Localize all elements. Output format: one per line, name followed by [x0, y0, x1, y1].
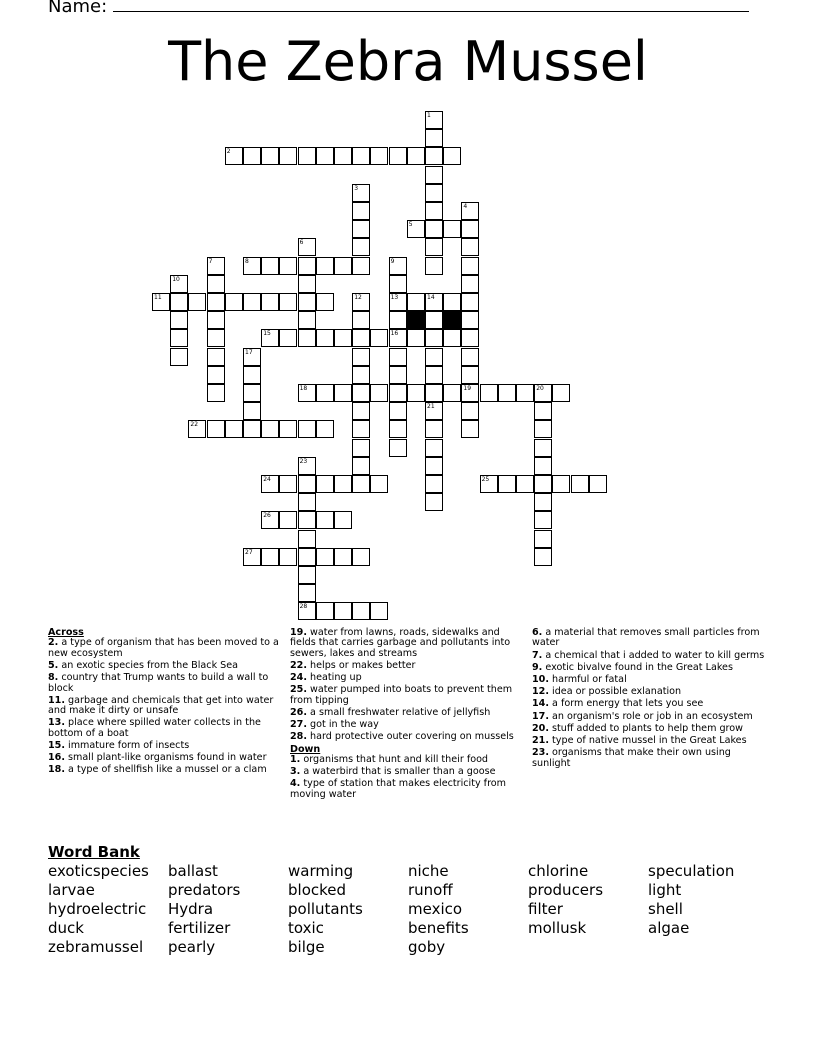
clue-number: 17	[245, 348, 253, 356]
grid-cell[interactable]	[279, 329, 297, 347]
word-bank-item: fertilizer	[168, 919, 231, 937]
grid-cell[interactable]	[352, 348, 370, 366]
grid-cell[interactable]	[188, 293, 206, 311]
grid-cell[interactable]	[534, 511, 552, 529]
grid-cell[interactable]	[552, 384, 570, 402]
grid-cell[interactable]	[461, 257, 479, 275]
clues-column-3	[532, 628, 768, 771]
clue-number: 12	[354, 294, 362, 301]
word-bank-item: hydroelectric	[48, 900, 147, 918]
grid-cell[interactable]	[480, 384, 498, 402]
grid-cell[interactable]	[389, 275, 407, 293]
clue-item: 6. a material that removes small particles from water	[532, 627, 760, 649]
grid-cell[interactable]	[461, 366, 479, 384]
clue-number: 9	[390, 257, 395, 265]
grid-cell[interactable]	[352, 257, 370, 275]
grid-cell[interactable]	[425, 366, 443, 384]
grid-cell[interactable]	[207, 420, 225, 438]
clue-item: 10. harmful or fatal	[532, 674, 627, 686]
grid-cell[interactable]	[534, 493, 552, 511]
clue-item: 8. country that Trump wants to build a wall to block	[48, 672, 269, 694]
grid-cell[interactable]	[334, 329, 352, 347]
grid-cell[interactable]	[534, 402, 552, 420]
clue-number: 14	[427, 294, 435, 301]
word-bank-item: toxic	[288, 919, 324, 937]
grid-cell[interactable]	[334, 475, 352, 493]
clue-item: 20. stuff added to plants to help them grow	[532, 722, 744, 734]
grid-cell[interactable]	[170, 348, 188, 366]
grid-cell[interactable]	[425, 220, 443, 238]
grid-cell[interactable]	[352, 147, 370, 165]
grid-cell[interactable]	[352, 602, 370, 620]
clue-number: 4	[463, 203, 468, 210]
grid-cell[interactable]	[552, 475, 570, 493]
grid-cell[interactable]	[516, 384, 534, 402]
clue-item: 9. exotic bivalve found in the Great Lakes	[532, 661, 733, 673]
clue-number: 19	[463, 385, 472, 392]
grid-cell[interactable]	[334, 147, 352, 165]
grid-cell[interactable]	[298, 420, 316, 438]
grid-cell[interactable]	[243, 293, 261, 311]
grid-cell[interactable]	[534, 457, 552, 475]
word-bank-item: speculation	[648, 862, 735, 880]
grid-cell[interactable]	[352, 202, 370, 220]
grid-cell[interactable]	[225, 420, 243, 438]
grid-cell[interactable]	[207, 384, 225, 402]
grid-cell[interactable]	[534, 548, 552, 566]
word-bank-item: blocked	[288, 881, 347, 899]
grid-cell[interactable]	[279, 147, 297, 165]
clue-number: 1	[427, 112, 431, 119]
grid-cell[interactable]	[389, 348, 407, 366]
grid-cell[interactable]	[461, 348, 479, 366]
clue-item: 14. a form energy that lets you see	[532, 698, 704, 710]
grid-cell[interactable]	[352, 402, 370, 420]
clue-number: 28	[299, 603, 308, 611]
word-bank-item: producers	[528, 881, 604, 899]
grid-cell[interactable]	[352, 366, 370, 384]
grid-cell[interactable]	[407, 293, 425, 311]
grid-cell[interactable]	[207, 348, 225, 366]
grid-cell[interactable]	[298, 275, 316, 293]
grid-cell[interactable]	[425, 311, 443, 329]
grid-cell[interactable]	[243, 402, 261, 420]
grid-cell[interactable]	[170, 311, 188, 329]
name-line[interactable]	[113, 0, 749, 12]
grid-cell[interactable]	[298, 548, 316, 566]
grid-cell[interactable]	[534, 530, 552, 548]
grid-cell[interactable]	[352, 439, 370, 457]
word-bank-item: Hydra	[168, 900, 214, 918]
clue-item: 3. a waterbird that is smaller than a goose	[290, 766, 496, 778]
grid-cell[interactable]	[279, 420, 297, 438]
clue-number: 8	[245, 257, 249, 265]
grid-cell[interactable]	[243, 147, 261, 165]
down-heading: Down	[290, 743, 321, 755]
clue-number: 2	[226, 148, 231, 156]
clue-item: 16. small plant-like organisms found in water	[48, 752, 267, 764]
word-bank-item: pollutants	[288, 900, 363, 918]
grid-cell[interactable]	[461, 402, 479, 420]
grid-cell[interactable]	[352, 329, 370, 347]
grid-cell[interactable]	[316, 329, 334, 347]
grid-cell[interactable]	[389, 384, 407, 402]
clue-number: 20	[536, 385, 544, 392]
grid-cell[interactable]	[516, 475, 534, 493]
clue-item: 15. immature form of insects	[48, 740, 190, 752]
grid-cell[interactable]	[279, 475, 297, 493]
clue-number: 26	[263, 512, 271, 520]
word-bank-item: algae	[648, 919, 690, 937]
grid-cell[interactable]	[298, 511, 316, 529]
grid-cell[interactable]	[243, 366, 261, 384]
word-bank-item: runoff	[408, 881, 453, 899]
grid-cell[interactable]	[425, 166, 443, 184]
word-bank-item: exoticspecies	[48, 862, 149, 880]
grid-cell[interactable]	[461, 329, 479, 347]
grid-cell[interactable]	[298, 257, 316, 275]
grid-cell[interactable]	[425, 129, 443, 147]
grid-cell[interactable]	[425, 475, 443, 493]
clue-number: 3	[354, 184, 359, 192]
clue-item: 28. hard protective outer covering on mussels	[290, 731, 514, 743]
grid-cell[interactable]	[389, 420, 407, 438]
word-bank-item: predators	[168, 881, 241, 899]
clue-item: 12. idea or possible exlanation	[532, 686, 682, 698]
grid-cell[interactable]	[279, 257, 297, 275]
grid-cell[interactable]	[261, 257, 279, 275]
grid-cell[interactable]	[425, 257, 443, 275]
grid-cell[interactable]	[425, 202, 443, 220]
clue-item: 1. organisms that hunt and kill their food	[290, 754, 489, 766]
name-label: Name:	[48, 0, 108, 17]
grid-cell[interactable]	[316, 147, 334, 165]
clue-number: 23	[299, 457, 308, 465]
grid-cell[interactable]	[170, 329, 188, 347]
clue-number: 6	[299, 239, 304, 247]
grid-cell[interactable]	[443, 147, 461, 165]
clue-number: 13	[390, 294, 399, 301]
clue-item: 5. an exotic species from the Black Sea	[48, 660, 239, 672]
word-bank-item: benefits	[408, 919, 469, 937]
clue-number: 16	[390, 330, 399, 338]
grid-cell[interactable]	[461, 420, 479, 438]
grid-cell[interactable]	[443, 384, 461, 402]
grid-cell[interactable]	[352, 475, 370, 493]
clue-number: 24	[263, 476, 271, 483]
name-field	[48, 0, 749, 17]
clue-number: 18	[299, 385, 308, 392]
word-bank	[48, 862, 768, 957]
grid-cell[interactable]	[207, 275, 225, 293]
word-bank-item: warming	[288, 862, 354, 880]
grid-cell[interactable]	[298, 493, 316, 511]
grid-cell[interactable]	[352, 420, 370, 438]
grid-cell[interactable]	[370, 475, 388, 493]
grid-cell[interactable]	[316, 602, 334, 620]
word-bank-item: shell	[648, 900, 683, 918]
across-heading: Across	[48, 627, 84, 638]
grid-cell[interactable]	[207, 366, 225, 384]
word-bank-item: pearly	[168, 938, 216, 956]
grid-cell[interactable]	[352, 311, 370, 329]
grid-cell[interactable]	[389, 311, 407, 329]
grid-cell[interactable]	[316, 384, 334, 402]
clue-number: 22	[190, 421, 199, 429]
word-bank-item: mollusk	[528, 919, 587, 937]
grid-cell[interactable]	[298, 566, 316, 584]
clue-item: 17. an organism's role or job in an ecosystem	[532, 710, 753, 722]
grid-cell[interactable]	[261, 548, 279, 566]
grid-cell[interactable]	[352, 548, 370, 566]
grid-cell[interactable]	[298, 475, 316, 493]
clue-item: 21. type of native mussel in the Great Lakes	[532, 735, 747, 747]
grid-cell[interactable]	[298, 147, 316, 165]
word-bank-title: Word Bank	[48, 843, 140, 861]
clue-item: 13. place where spilled water collects in the bottom of a boat	[48, 717, 261, 739]
grid-cell[interactable]	[407, 147, 425, 165]
grid-cell[interactable]	[261, 293, 279, 311]
clue-item: 2. a type of organism that has been moved to a new ecosystem	[48, 637, 279, 659]
grid-cell[interactable]	[243, 420, 261, 438]
grid-cell[interactable]	[279, 511, 297, 529]
blocked-cell	[407, 311, 425, 329]
grid-cell[interactable]	[571, 475, 589, 493]
grid-cell[interactable]	[352, 384, 370, 402]
clue-item: 4. type of station that makes electricity from moving water	[290, 778, 507, 800]
grid-cell[interactable]	[316, 511, 334, 529]
grid-cell[interactable]	[279, 293, 297, 311]
grid-cell[interactable]	[316, 293, 334, 311]
grid-cell[interactable]	[461, 238, 479, 256]
clues-column-2	[290, 628, 522, 802]
grid-cell[interactable]	[298, 329, 316, 347]
grid-cell[interactable]	[534, 439, 552, 457]
grid-cell[interactable]	[261, 420, 279, 438]
grid-cell[interactable]	[207, 311, 225, 329]
grid-cell[interactable]	[370, 147, 388, 165]
grid-cell[interactable]	[389, 439, 407, 457]
clue-number: 21	[427, 403, 435, 411]
word-bank-item: goby	[408, 938, 446, 956]
word-bank-item: zebramussel	[48, 938, 144, 956]
puzzle-title: The Zebra Mussel	[168, 30, 648, 93]
grid-cell[interactable]	[243, 384, 261, 402]
grid-cell[interactable]	[316, 420, 334, 438]
grid-cell[interactable]	[352, 457, 370, 475]
grid-cell[interactable]	[298, 530, 316, 548]
grid-cell[interactable]	[370, 329, 388, 347]
grid-cell[interactable]	[316, 475, 334, 493]
word-bank-item: chlorine	[528, 862, 589, 880]
grid-cell[interactable]	[461, 220, 479, 238]
grid-cell[interactable]	[425, 420, 443, 438]
grid-cell[interactable]	[425, 493, 443, 511]
grid-cell[interactable]	[370, 384, 388, 402]
grid-cell[interactable]	[461, 275, 479, 293]
clue-number: 11	[154, 294, 162, 301]
grid-cell[interactable]	[589, 475, 607, 493]
grid-cell[interactable]	[334, 257, 352, 275]
grid-cell[interactable]	[389, 402, 407, 420]
grid-cell[interactable]	[443, 220, 461, 238]
grid-cell[interactable]	[498, 384, 516, 402]
grid-cell[interactable]	[443, 293, 461, 311]
clue-number: 5	[408, 221, 413, 229]
clue-number: 25	[481, 476, 490, 483]
grid-cell[interactable]	[407, 329, 425, 347]
grid-cell[interactable]	[334, 384, 352, 402]
grid-cell[interactable]	[407, 384, 425, 402]
grid-cell[interactable]	[425, 439, 443, 457]
grid-cell[interactable]	[389, 147, 407, 165]
grid-cell[interactable]	[207, 293, 225, 311]
grid-cell[interactable]	[298, 584, 316, 602]
clue-item: 22. helps or makes better	[290, 660, 416, 672]
grid-cell[interactable]	[352, 238, 370, 256]
grid-cell[interactable]	[443, 329, 461, 347]
grid-cell[interactable]	[316, 257, 334, 275]
grid-cell[interactable]	[261, 147, 279, 165]
clue-number: 10	[172, 275, 180, 283]
grid-cell[interactable]	[425, 238, 443, 256]
word-bank-item: ballast	[168, 862, 218, 880]
grid-cell[interactable]	[316, 548, 334, 566]
grid-cell[interactable]	[534, 420, 552, 438]
clue-number: 7	[208, 257, 213, 265]
grid-cell[interactable]	[498, 475, 516, 493]
clue-item: 7. a chemical that i added to water to kill germs	[532, 649, 765, 661]
grid-cell[interactable]	[461, 293, 479, 311]
clue-number: 27	[245, 548, 253, 556]
grid-cell[interactable]	[389, 366, 407, 384]
clue-item: 19. water from lawns, roads, sidewalks and fields that carries garbage and pollutants into sewers, lakes and streams	[290, 627, 511, 659]
blocked-cell	[443, 311, 461, 329]
grid-cell[interactable]	[370, 602, 388, 620]
grid-cell[interactable]	[352, 220, 370, 238]
grid-cell[interactable]	[334, 511, 352, 529]
grid-cell[interactable]	[298, 293, 316, 311]
clue-item: 11. garbage and chemicals that get into water and make it dirty or unsafe	[48, 694, 274, 717]
clues-column-1	[48, 628, 288, 778]
word-bank-item: light	[648, 881, 682, 899]
clue-item: 18. a type of shellfish like a mussel or a clam	[48, 764, 267, 776]
clue-item: 24. heating up	[290, 672, 362, 684]
grid-cell[interactable]	[225, 293, 243, 311]
grid-cell[interactable]	[170, 293, 188, 311]
clue-item: 25. water pumped into boats to prevent them from tipping	[290, 684, 513, 706]
clue-number: 15	[263, 330, 271, 338]
grid-cell[interactable]	[534, 475, 552, 493]
grid-cell[interactable]	[425, 348, 443, 366]
grid-cell[interactable]	[425, 329, 443, 347]
word-bank-item: niche	[408, 862, 449, 880]
grid-cell[interactable]	[279, 548, 297, 566]
grid-cell[interactable]	[461, 311, 479, 329]
word-bank-item: mexico	[408, 900, 463, 918]
word-bank-item: larvae	[48, 881, 95, 899]
grid-cell[interactable]	[425, 147, 443, 165]
grid-cell[interactable]	[207, 329, 225, 347]
clue-item: 27. got in the way	[290, 719, 379, 731]
grid-cell[interactable]	[298, 311, 316, 329]
clue-item: 23. organisms that make their own using sunlight	[532, 747, 731, 769]
grid-cell[interactable]	[334, 602, 352, 620]
word-bank-item: filter	[528, 900, 563, 918]
grid-cell[interactable]	[425, 184, 443, 202]
grid-cell[interactable]	[334, 548, 352, 566]
grid-cell[interactable]	[425, 457, 443, 475]
clue-item: 26. a small freshwater relative of jellyfish	[290, 707, 491, 719]
word-bank-item: bilge	[288, 938, 325, 956]
word-bank-item: duck	[48, 919, 84, 937]
grid-cell[interactable]	[425, 384, 443, 402]
